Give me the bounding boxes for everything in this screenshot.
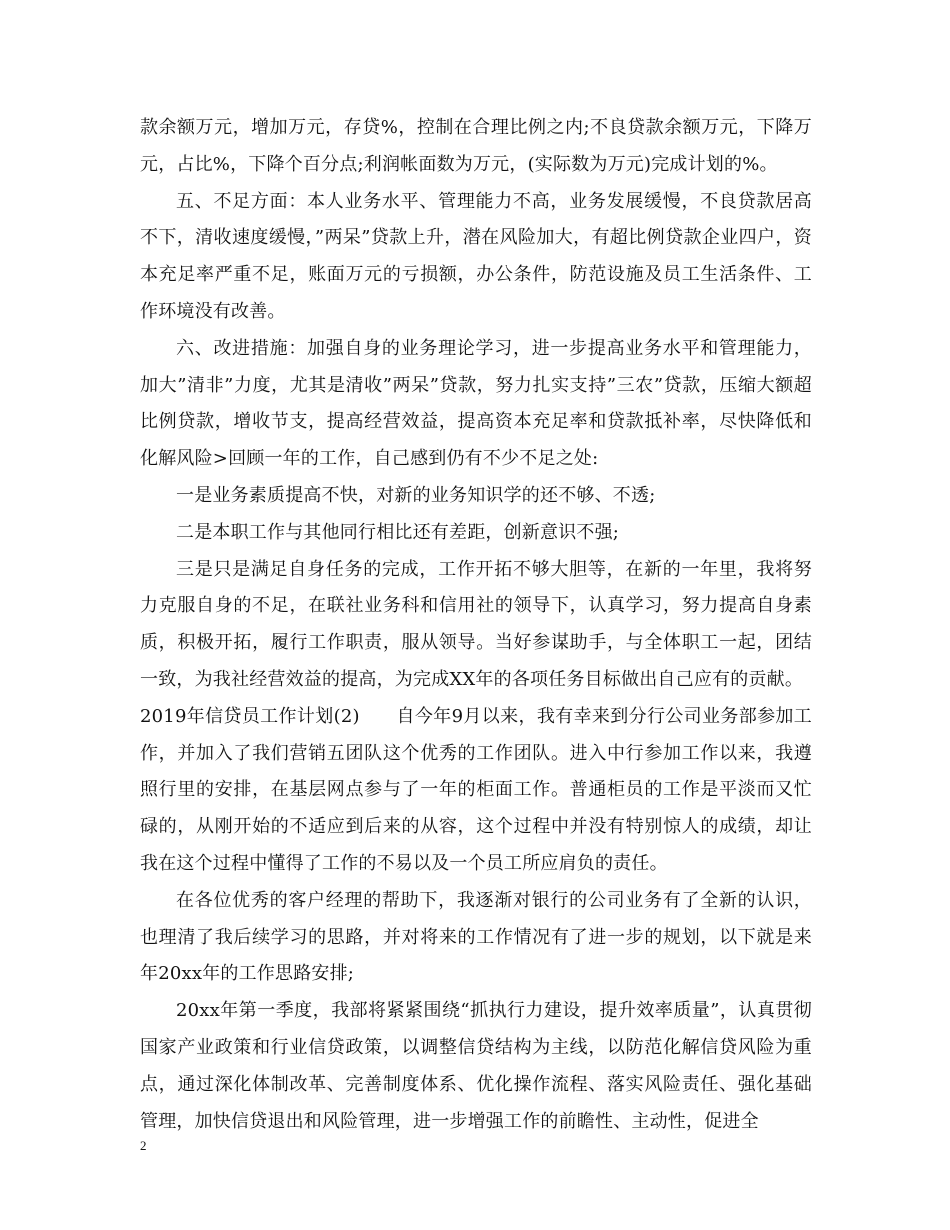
paragraph-point-three: 三是只是满足自身任务的完成，工作开拓不够大胆等，在新的一年里，我将努力克服自身的不足，在联社业务科和信用社的领导下，认真学习，努力提高自身素质，积极开拓，履行工作职责，服从领导。当好参谋助手，与全体职工一起，团结一致，为我社经营效益的提高，为完成XX年的各项任务目标做出自己应有的贡献。 bbox=[140, 558, 812, 690]
page-number: 2 bbox=[140, 1138, 147, 1153]
paragraph-point-one: 一是业务素质提高不快，对新的业务知识学的还不够、不透; bbox=[176, 484, 656, 506]
paragraph-work-plan-2019: 2019年信贷员工作计划(2) 自今年9月以来，我有幸来到分行公司业务部参加工作，并加入了我们营销五团队这个优秀的工作团队。进入中行参加工作以来，我遵照行里的安排，在基层网点参与了一年的柜面工作。普通柜员的工作是平淡而又忙碌的，从刚开始的不适应到后来的从容，这个过程中并没有特别惊人的成绩，却让我在这个过程中懂得了工作的不易以及一个员工所应肩负的责任。 bbox=[140, 705, 812, 874]
paragraph-client-managers: 在各位优秀的客户经理的帮助下，我逐渐对银行的公司业务有了全新的认识，也理清了我后续学习的思路，并对将来的工作情况有了进一步的规划，以下就是来年20xx年的工作思路安排; bbox=[140, 889, 812, 985]
document-body bbox=[140, 110, 812, 1140]
paragraph-first-quarter: 20xx年第一季度，我部将紧紧围绕“抓执行力建设，提升效率质量”，认真贯彻国家产业政策和行业信贷政策，以调整信贷结构为主线，以防范化解信贷风险为重点，通过深化体制改革、完善制度体系、优化操作流程、落实风险责任、强化基础管理，加快信贷退出和风险管理，进一步增强工作的前瞻性、主动性，促进全 bbox=[140, 1000, 812, 1132]
paragraph-point-two: 二是本职工作与其他同行相比还有差距，创新意识不强; bbox=[176, 521, 620, 543]
paragraph-loan-summary: 款余额万元，增加万元，存贷%，控制在合理比例之内;不良贷款余额万元，下降万元，占比%，下降个百分点;利润帐面数为万元，(实际数为万元)完成计划的%。 bbox=[140, 117, 812, 175]
paragraph-improvement-measures: 六、改进措施：加强自身的业务理论学习，进一步提高业务水平和管理能力，加大”清非”力度，尤其是清收”两呆”贷款，努力扎实支持”三农”贷款，压缩大额超比例贷款，增收节支，提高经营效益，提高资本充足率和贷款抵补率，尽快降低和化解风险>回顾一年的工作，自己感到仍有不少不足之处: bbox=[140, 337, 812, 470]
paragraph-shortcomings: 五、不足方面：本人业务水平、管理能力不高，业务发展缓慢，不良贷款居高不下，清收速度缓慢，”两呆”贷款上升，潜在风险加大，有超比例贷款企业四户，资本充足率严重不足，账面万元的亏损额，办公条件，防范设施及员工生活条件、工作环境没有改善。 bbox=[140, 190, 812, 322]
